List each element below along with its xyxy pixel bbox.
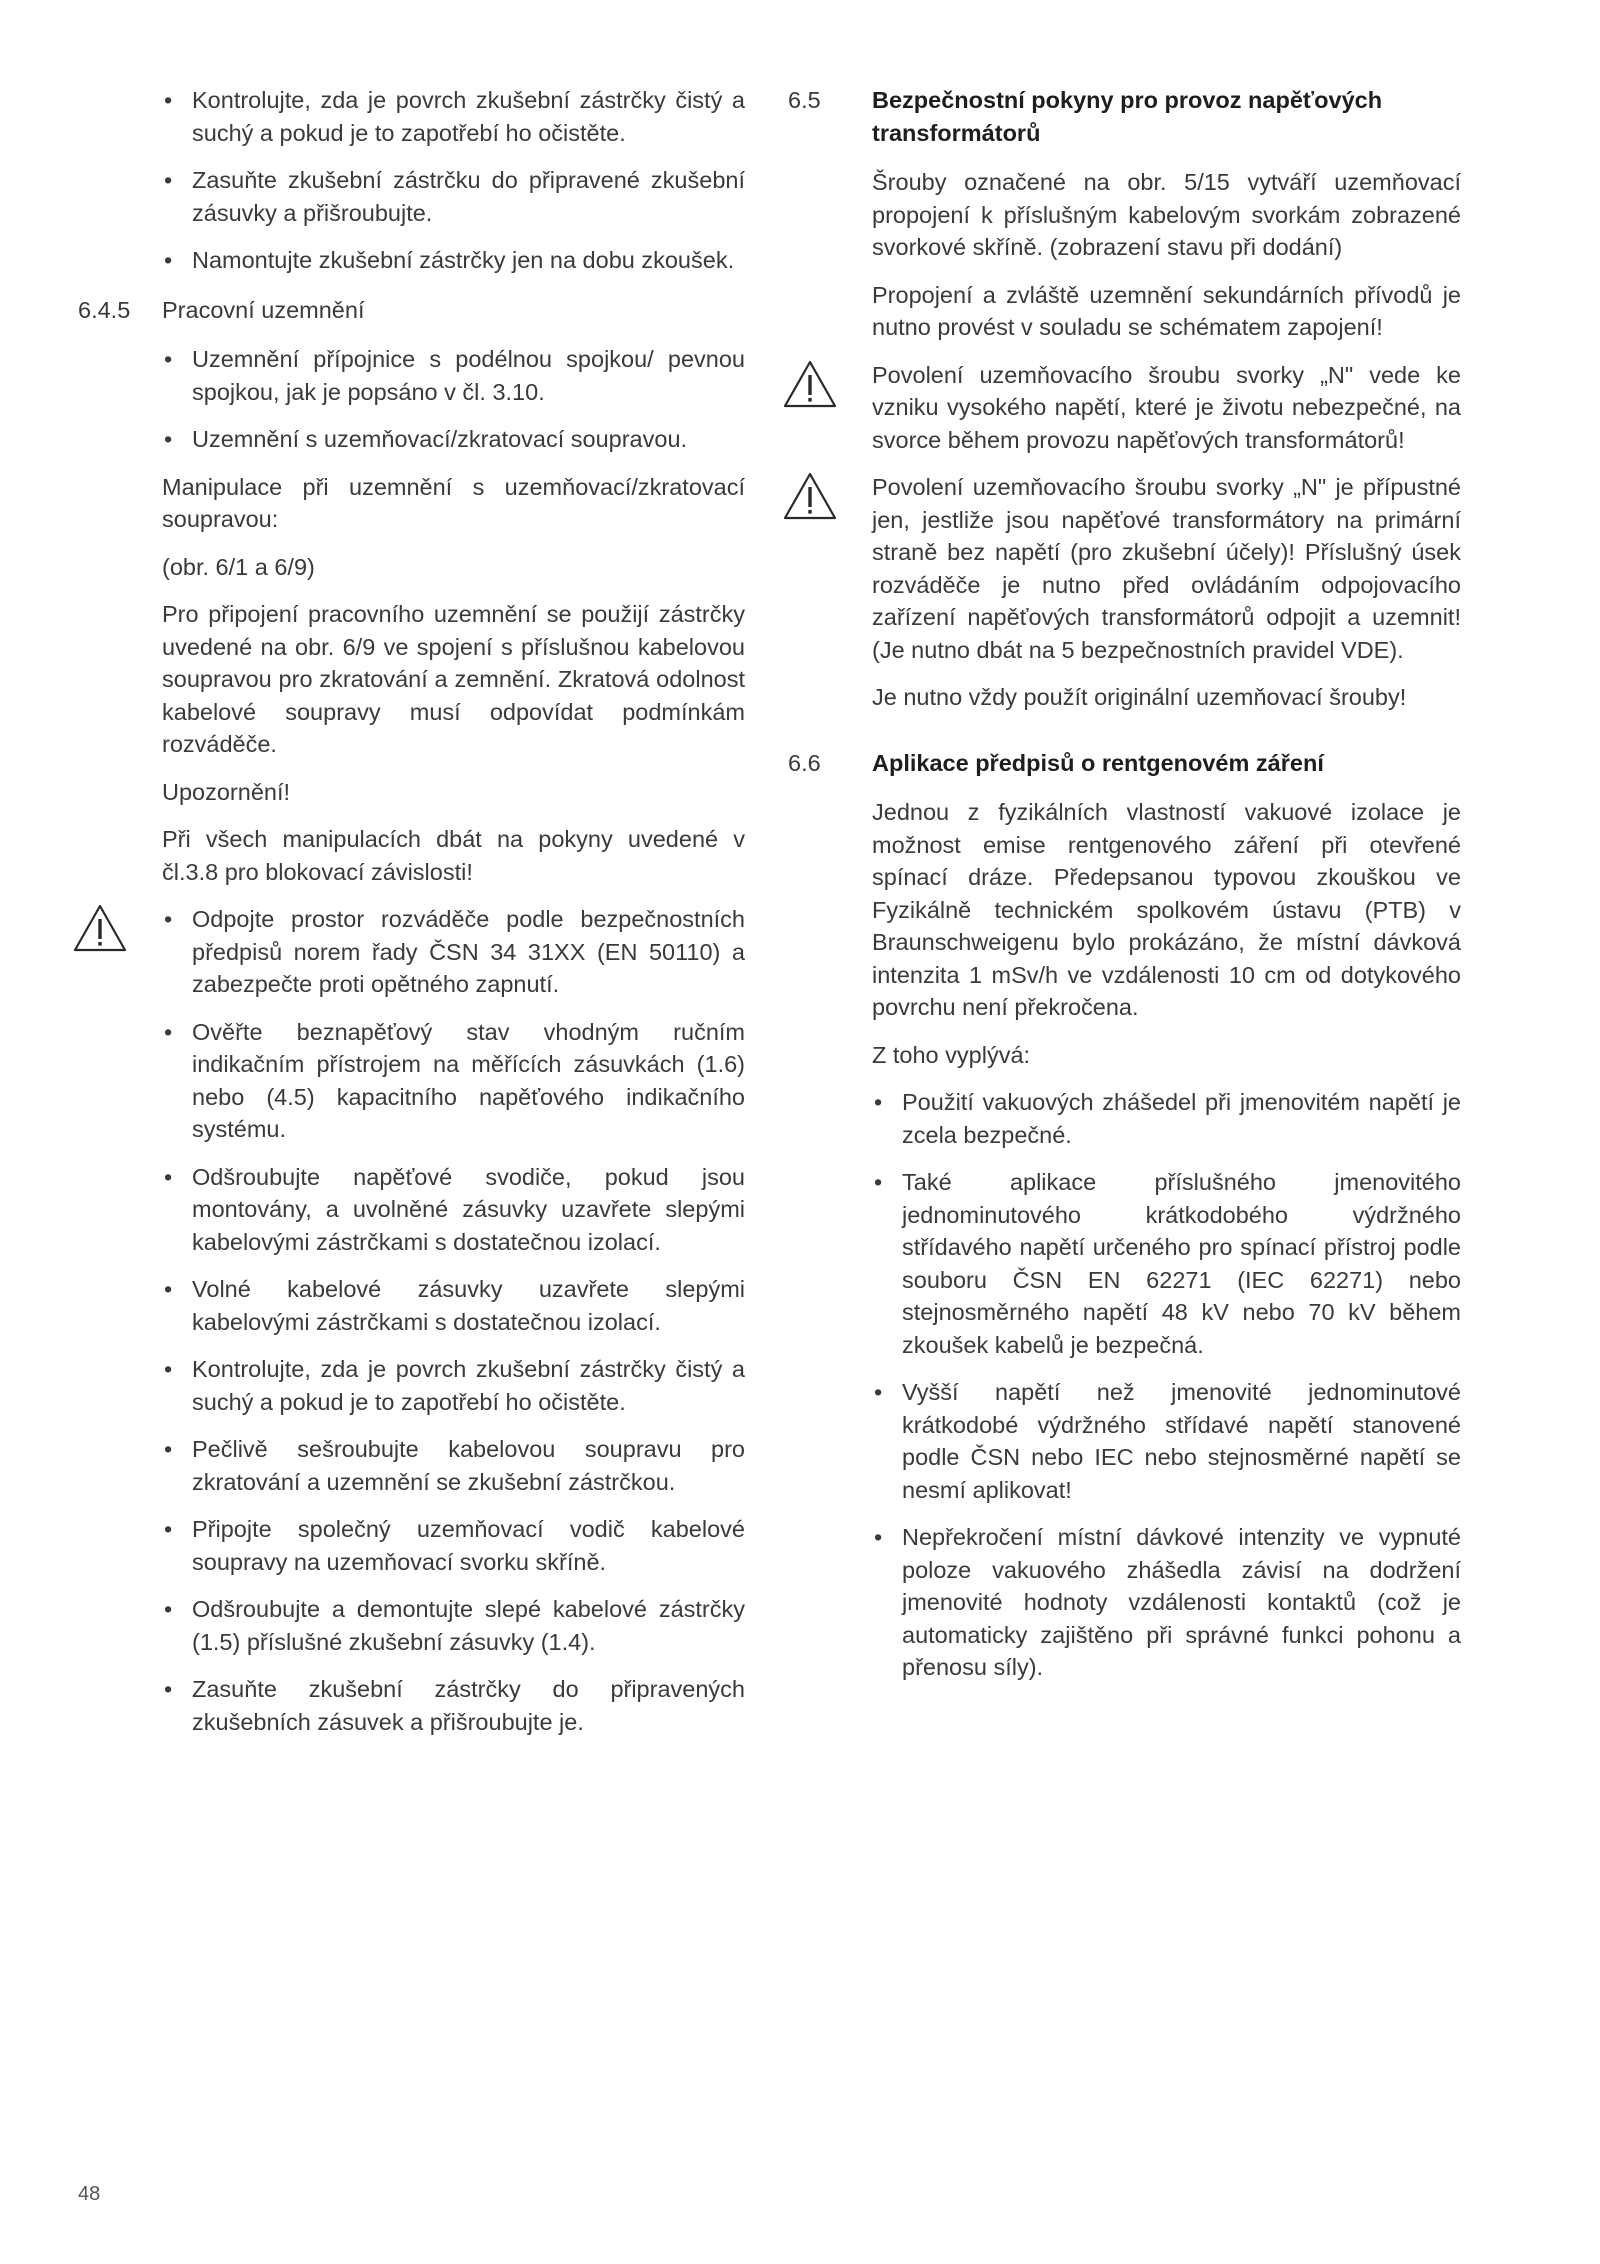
- list-item: • Ověřte beznapěťový stav vhodným ručním indikačním přístrojem na měřících zásuvkách (1.6) nebo (4.5) kapacitního napěťového indikačního systému.: [162, 1016, 745, 1146]
- list-item: • Připojte společný uzemňovací vodič kabelové soupravy na uzemňovací svorku skříně.: [162, 1513, 745, 1578]
- manipulation-intro: Manipulace při uzemnění s uzemňovací/zkratovací soupravou:: [162, 473, 745, 532]
- list-item: • Nepřekročení místní dávkové intenzity ve vypnuté poloze vakuového zhášedla závisí na dodržení jmenovité hodnoty vzdálenosti kontaktů (což je automaticky zajištěno při správné funkci pohonu a přenosu síly).: [872, 1521, 1461, 1684]
- list-item: • Kontrolujte, zda je povrch zkušební zástrčky čistý a suchý a pokud je to zapotřebí ho očistěte.: [162, 84, 745, 149]
- notice-text: Při všech manipulacích dbát na pokyny uvedené v čl.3.8 pro blokovací závislosti!: [162, 826, 745, 885]
- section-title: Aplikace předpisů o rentgenovém záření: [872, 749, 1324, 776]
- paragraph: Z toho vyplývá:: [872, 1041, 1031, 1068]
- list-item: • Zasuňte zkušební zástrčky do připravených zkušebních zásuvek a přišroubujte je.: [162, 1673, 745, 1738]
- list-item: • Odpojte prostor rozváděče podle bezpečnostních předpisů norem řady ČSN 34 31XX (EN 50110) a zabezpečte proti opětného zapnutí.: [162, 903, 745, 1001]
- list-item: • Volné kabelové zásuvky uzavřete slepými kabelovými zástrčkami s dostatečnou izolací.: [162, 1273, 745, 1338]
- connection-paragraph: Pro připojení pracovního uzemnění se použijí zástrčky uvedené na obr. 6/9 ve spojení s příslušnou kabelovou soupravou pro zkratování a zemnění. Zkratová odolnost kabelové soupravy musí odpovídat podmínkám rozváděče.: [162, 601, 745, 757]
- paragraph: Jednou z fyzikálních vlastností vakuové izolace je možnost emise rentgenového záření při otevřené spínací dráze. Předepsanou typovou zkouškou ve Fyzikálně technickém spolkovém ústavu (PTB) v Braunschweigenu bylo prokázáno, že místní dávková intenzita 1 mSv/h ve vzdálenosti 10 cm od dotykového povrchu není překročena.: [872, 799, 1461, 1020]
- list-item: • Také aplikace příslušného jmenovitého jednominutového krátkodobého výdržného střídavého napětí určeného pro spínací přístroj podle souboru ČSN EN 62271 (IEC 62271) nebo stejnosměrného napětí 48 kV nebo 70 kV během zkoušek kabelů je bezpečná.: [872, 1166, 1461, 1361]
- paragraph: Propojení a zvláště uzemnění sekundárních přívodů je nutno provést v souladu se schématem zapojení!: [872, 281, 1461, 340]
- list-item: • Uzemnění přípojnice s podélnou spojkou/ pevnou spojkou, jak je popsáno v čl. 3.10.: [162, 343, 745, 408]
- uzemneni-bullet-list: [78, 343, 745, 456]
- list-item: • Namontujte zkušební zástrčky jen na dobu zkoušek.: [162, 244, 745, 277]
- section-heading-6-4-5: [78, 294, 745, 327]
- list-item: • Odšroubujte napěťové svodiče, pokud jsou montovány, a uvolněné zásuvky uzavřete slepými kabelovými zástrčkami s dostatečnou izolací.: [162, 1161, 745, 1259]
- right-column: [788, 84, 1461, 1699]
- warning-block: [788, 471, 1461, 666]
- section-heading-6-5: [788, 84, 1461, 149]
- warning-triangle-icon: [72, 903, 128, 953]
- warning-block: [788, 359, 1461, 457]
- list-item: • Odšroubujte a demontujte slepé kabelové zástrčky (1.5) příslušné zkušební zásuvky (1.4).: [162, 1593, 745, 1658]
- section-number: 6.4.5: [78, 296, 131, 323]
- warning-triangle-icon: [782, 359, 838, 409]
- paragraph: Šrouby označené na obr. 5/15 vytváří uzemňovací propojení k příslušným kabelovým svorkám zobrazené svorkové skříně. (zobrazení stavu při dodání): [872, 169, 1461, 260]
- list-item: • Použití vakuových zhášedel při jmenovitém napětí je zcela bezpečné.: [872, 1086, 1461, 1151]
- section-title: Bezpečnostní pokyny pro provoz napěťových transformátorů: [872, 87, 1383, 146]
- section-title: Pracovní uzemnění: [162, 296, 365, 323]
- paragraph: Je nutno vždy použít originální uzemňovací šrouby!: [872, 684, 1407, 710]
- section-number: 6.6: [788, 749, 821, 776]
- list-item: • Uzemnění s uzemňovací/zkratovací soupravou.: [162, 423, 745, 456]
- top-bullet-list: [78, 84, 745, 277]
- list-item: • Vyšší napětí než jmenovité jednominutové krátkodobé výdržného střídavé napětí stanovené podle ČSN nebo IEC nebo stejnosměrné napětí se nesmí aplikovat!: [872, 1376, 1461, 1506]
- list-item: • Zasuňte zkušební zástrčku do připravené zkušební zásuvky a přišroubujte.: [162, 164, 745, 229]
- warning-block: [78, 903, 745, 1738]
- left-column: [78, 84, 745, 1753]
- warning-text: Povolení uzemňovacího šroubu svorky „N" vede ke vzniku vysokého napětí, které je životu nebezpečné, na svorce během provozu napěťových transformátorů!: [872, 361, 1461, 453]
- list-item: • Pečlivě sešroubujte kabelovou soupravu pro zkratování a uzemnění se zkušební zástrčkou.: [162, 1433, 745, 1498]
- warning-text: Povolení uzemňovacího šroubu svorky „N" je přípustné jen, jestliže jsou napěťové transformátory na primární straně bez napětí (pro zkušební účely)! Příslušný úsek rozváděče je nutno před ovládáním odpojovacího zařízení napěťových transformátorů odpojit a uzemnit! (Je nutno dbát na 5 bezpečnostních pravidel VDE).: [872, 474, 1461, 663]
- list-item: • Kontrolujte, zda je povrch zkušební zástrčky čistý a suchý a pokud je to zapotřebí ho očistěte.: [162, 1353, 745, 1418]
- warning-bullet-list: [78, 903, 745, 1738]
- figure-reference: (obr. 6/1 a 6/9): [162, 553, 315, 580]
- warning-triangle-icon: [782, 471, 838, 521]
- xray-bullet-list: [788, 1086, 1461, 1684]
- page-number: 48: [78, 2183, 101, 2205]
- section-heading-6-6: [788, 747, 1461, 780]
- notice-label: Upozornění!: [162, 778, 291, 805]
- section-number: 6.5: [788, 87, 821, 113]
